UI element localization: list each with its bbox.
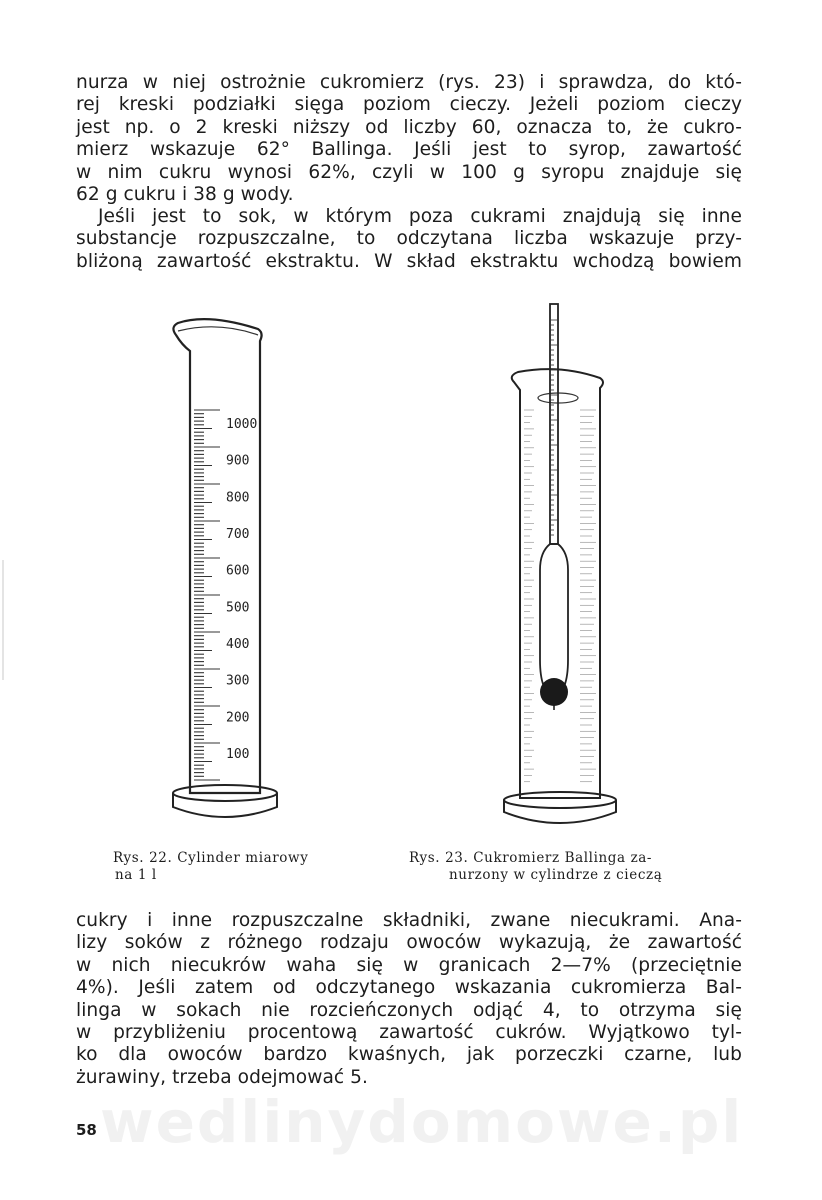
text-line: substancje rozpuszczalne, to odczytana liczba wskazuje przy- <box>76 228 742 250</box>
scale-label: 900 <box>226 453 250 469</box>
caption-line: Rys. 22. Cylinder miarowy <box>113 850 309 866</box>
text-line: w nim cukru wynosi 62%, czyli w 100 g syropu znajduje się <box>76 161 742 183</box>
caption-line: Rys. 23. Cukromierz Ballinga za- <box>409 850 653 866</box>
scale-label: 500 <box>226 600 250 616</box>
scan-edge-shadow <box>2 560 4 680</box>
scale-label: 800 <box>226 490 250 506</box>
scale-label: 400 <box>226 637 250 652</box>
scale-label: 300 <box>226 673 250 689</box>
text-line: lizy soków z różnego rodzaju owoców wykazują, że zawartość <box>76 932 742 954</box>
text-line: linga w sokach nie rozcieńczonych odjąć 4, to otrzyma się <box>76 999 742 1021</box>
figure-22-caption <box>113 850 378 884</box>
measuring-cylinder-illustration <box>168 315 278 840</box>
page-number: 58 <box>76 1121 97 1139</box>
cylinder-rim <box>178 327 258 335</box>
scale-label: 200 <box>226 710 250 726</box>
text-line: w przybliżeniu procentową zawartość cukrów. Wyjątkowo tyl- <box>76 1022 742 1044</box>
scale-label: 600 <box>226 563 250 579</box>
caption-line: nurzony w cylindrze z cieczą <box>449 867 663 883</box>
paragraph-2 <box>76 206 742 273</box>
paragraph-3 <box>76 910 742 1089</box>
paragraph-1 <box>76 72 742 206</box>
cylinder-base <box>504 800 616 823</box>
text-line: ko dla owoców bardzo kwaśnych, jak porzeczki czarne, lub <box>76 1044 742 1066</box>
figure-23-caption <box>409 850 709 884</box>
text-line: cukry i inne rozpuszczalne składniki, zwane niecukrami. Ana- <box>76 910 742 931</box>
caption-line: na 1 l <box>115 867 157 883</box>
scale-label: 100 <box>226 747 250 762</box>
cylinder-base-top <box>504 792 616 808</box>
text-line: 62 g cukru i 38 g wody. <box>76 184 294 206</box>
scale-label: 700 <box>226 527 250 542</box>
ballast-weight <box>540 678 568 706</box>
text-line: rej kreski podziałki sięga poziom cieczy. Jeżeli poziom cieczy <box>76 94 742 116</box>
text-line: w nich niecukrów waha się w granicach 2—7% (przeciętnie <box>76 954 742 976</box>
scale-label: 1000 <box>226 417 258 432</box>
text-line: 4%). Jeśli zatem od odczytanego wskazania cukromierza Bal- <box>76 977 742 999</box>
saccharometer-illustration <box>500 300 620 840</box>
watermark: wedlinydomowe.pl <box>100 1088 744 1156</box>
text-line: bliżoną zawartość ekstraktu. W skład ekstraktu wchodzą bowiem <box>76 250 742 272</box>
hydrometer-bulb <box>540 544 568 698</box>
text-line: żurawiny, trzeba odejmować 5. <box>76 1066 369 1088</box>
text-line: jest np. o 2 kreski niższy od liczby 60, oznacza to, że cukro- <box>76 116 742 138</box>
cylinder-base <box>173 793 277 817</box>
text-line: nurza w niej ostrożnie cukromierz (rys. 23) i sprawdza, do któ- <box>76 72 742 93</box>
text-line: Jeśli jest to sok, w którym poza cukrami znajdują się inne <box>98 206 742 227</box>
text-line: mierz wskazuje 62° Ballinga. Jeśli jest to syrop, zawartość <box>76 139 742 161</box>
